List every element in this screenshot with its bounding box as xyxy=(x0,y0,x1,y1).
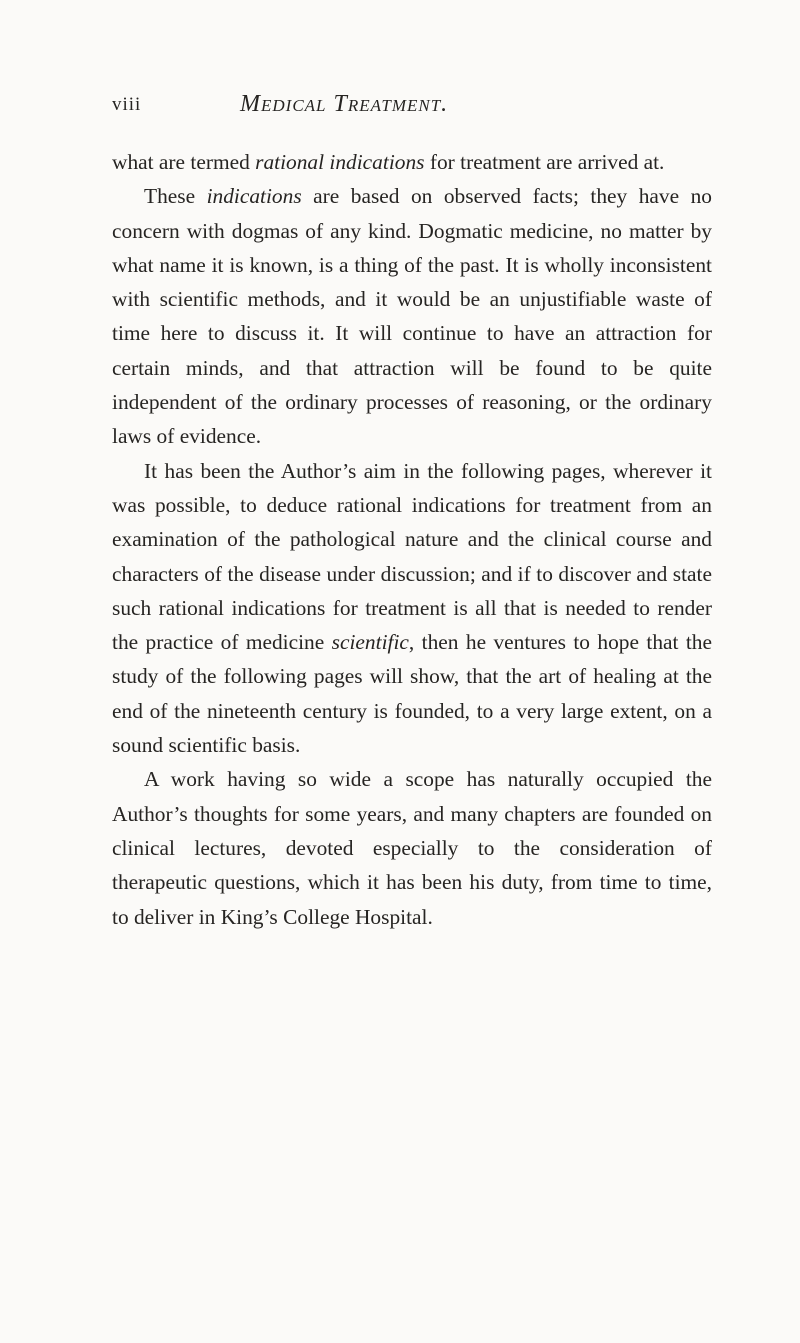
text-run: It has been the Author’s aim in the following pages, wherever it was possible, to deduce rational indications for treatment from an examination of the pathological nature and the clinical course and characters of the disease under discussion; and if to discover and state such rational indications for treatment is all that is needed to render the practice of medicine xyxy=(112,458,712,655)
text-run: are based on observed facts; they have no concern with dogmas of any kind. Dogmatic medicine, no matter by what name it is known, is a thing of the past. It is wholly inconsistent with scientific methods, and it would be an unjustifiable waste of time here to discuss it. It will continue to have an attraction for certain minds, and that attraction will be found to be quite independent of the ordinary processes of reasoning, or the ordinary laws of evidence. xyxy=(112,184,712,449)
body-text xyxy=(112,145,712,934)
text-run: what are termed xyxy=(112,150,256,174)
running-head xyxy=(112,91,712,124)
italic-phrase: indications xyxy=(206,184,302,209)
text-run: , then he ventures to hope that the study of the following pages will show, that the art of healing at the end of the nineteenth century is founded, to a very large extent, on a sound scientific basis. xyxy=(112,630,712,758)
running-title: Medical Treatment. xyxy=(240,91,449,117)
text-run: These xyxy=(144,184,207,209)
paragraph-2 xyxy=(112,179,712,453)
page-number: viii xyxy=(112,94,142,115)
italic-phrase: scientific xyxy=(331,630,409,655)
paragraph-4 xyxy=(112,762,712,933)
paragraph-1 xyxy=(112,145,712,179)
text-run: A work having so wide a scope has naturally occupied the Author’s thoughts for some years, and many chapters are founded on clinical lectures, devoted especially to the consideration of therapeutic questions, which it has been his duty, from time to time, to deliver in King’s College Hospital. xyxy=(112,767,712,929)
text-run: for treatment are arrived at. xyxy=(424,150,665,174)
italic-phrase: rational indications xyxy=(255,150,425,174)
paragraph-3 xyxy=(112,454,712,763)
